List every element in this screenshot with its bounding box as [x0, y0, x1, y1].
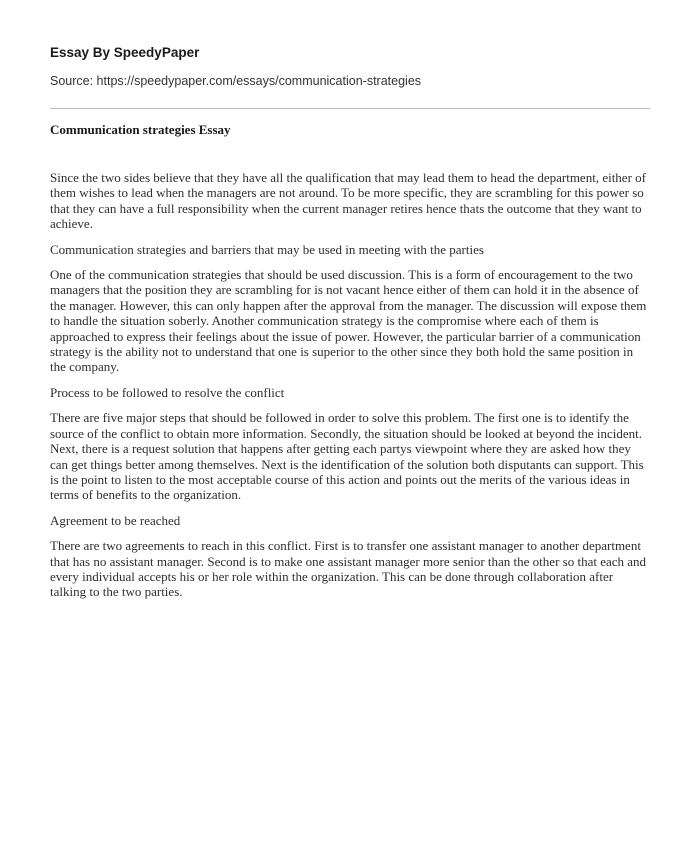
source-line: Source: https://speedypaper.com/essays/communication-strategies	[50, 74, 422, 88]
paragraph-4: There are two agreements to reach in this conflict. First is to transfer one assistant manager to another department that has no assistant manager. Second is to make one assistant manager more senior than the other so that each and every individual accepts his or her role within the organization. This can be done through collaboration after talking to the two parties.	[50, 538, 647, 600]
brand-title: Essay By SpeedyPaper	[50, 45, 200, 60]
paragraph-3: There are five major steps that should be followed in order to solve this problem. The first one is to identify the source of the conflict to obtain more information. Secondly, the situation should be looked at beyond the incident. Next, there is a request solution that happens after getting each partys viewpoint where they are asked how they can get things better among themselves. Next is the identification of the solution both disputants can support. This is the point to listen to the most acceptable course of this action and points out the merits of the various ideas in terms of benefits to the organization.	[50, 410, 644, 503]
section-heading-strategies: Communication strategies and barriers that may be used in meeting with the parties	[50, 241, 484, 257]
header-divider	[50, 108, 650, 109]
essay-body	[50, 170, 650, 610]
section-heading-process: Process to be followed to resolve the conflict	[50, 384, 285, 400]
essay-title: Communication strategies Essay	[50, 122, 231, 137]
paragraph-2: One of the communication strategies that should be used discussion. This is a form of encouragement to the two managers that the position they are scrambling for is not vacant hence either of them can hold it in the absence of the manager. However, this can only happen after the approval from the manager. The discussion will expose them to handle the situation soberly. Another communication strategy is the compromise where each of them is approached to express their feelings about the issue of power. However, the particular barrier of a communication strategy is the ability not to understand that one is superior to the other since they both hold the same position in the company.	[50, 267, 647, 375]
paragraph-1: Since the two sides believe that they have all the qualification that may lead them to head the department, either of them wishes to lead when the managers are not around. To be more specific, they are scrambling for this power so that they can have a full responsibility when the current manager retires hence thats the outcome that they want to achieve.	[50, 170, 646, 232]
section-heading-agreement: Agreement to be reached	[50, 512, 181, 528]
